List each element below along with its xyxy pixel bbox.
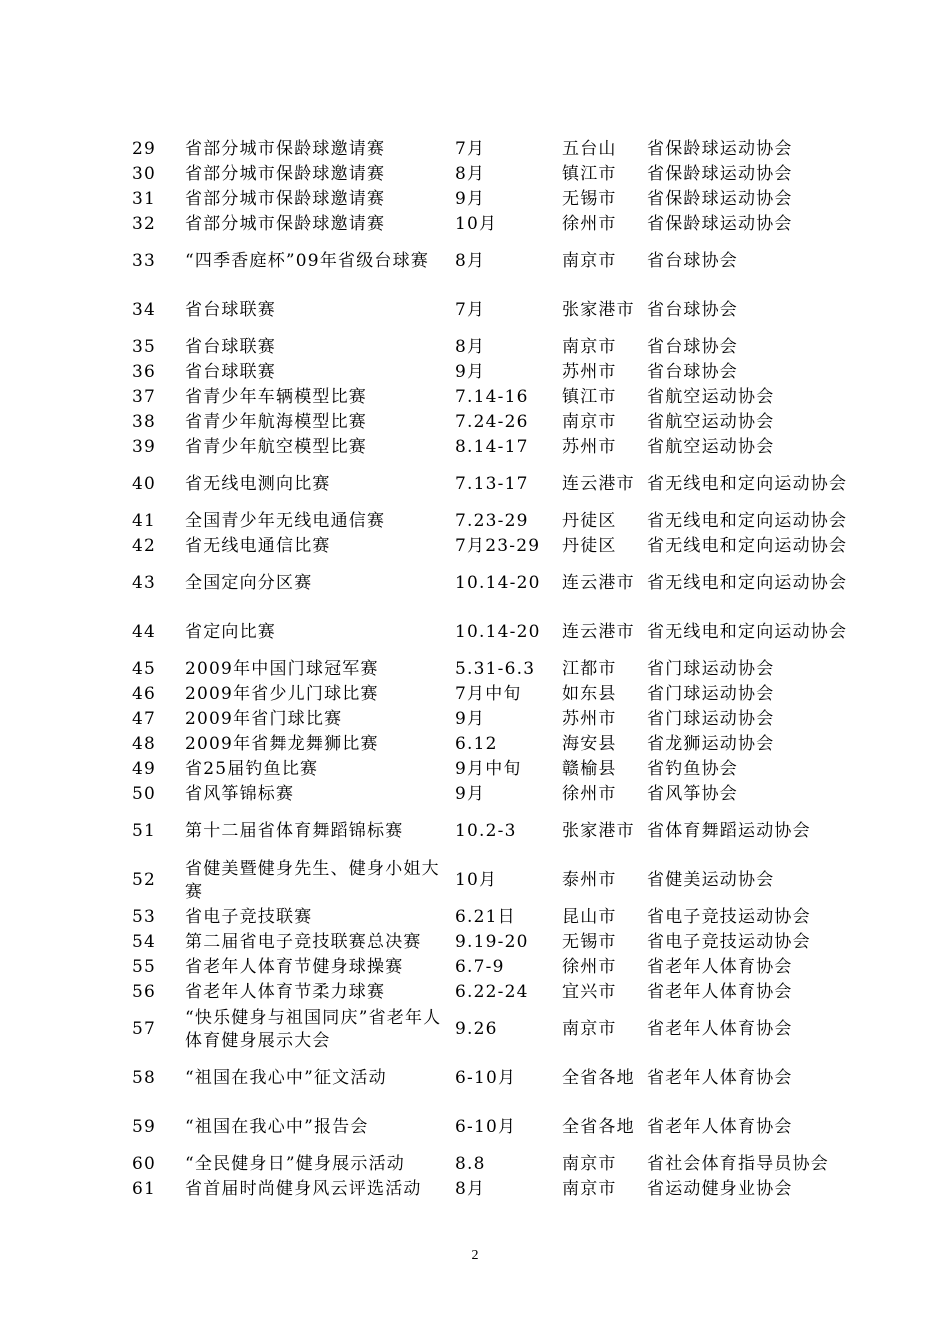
event-name: 省无线电通信比赛 xyxy=(185,536,331,556)
event-venue: 昆山市 xyxy=(562,907,617,927)
event-name: “祖国在我心中”报告会 xyxy=(185,1117,369,1137)
event-number: 33 xyxy=(132,251,157,271)
table-row xyxy=(122,335,852,360)
event-venue: 徐州市 xyxy=(562,957,617,977)
table-row xyxy=(122,905,852,930)
event-organizer: 省保龄球运动协会 xyxy=(647,189,793,209)
event-name: 第十二届省体育舞蹈锦标赛 xyxy=(185,821,404,841)
event-name: 省老年人体育节柔力球赛 xyxy=(185,982,386,1002)
event-venue: 张家港市 xyxy=(562,821,635,841)
event-date: 9月 xyxy=(455,362,486,382)
event-name: 第二届省电子竞技联赛总决赛 xyxy=(185,932,422,952)
event-date: 8月 xyxy=(455,251,486,271)
event-organizer: 省台球协会 xyxy=(647,251,738,271)
event-venue: 连云港市 xyxy=(562,573,635,593)
event-date: 7.23-29 xyxy=(455,511,529,531)
event-venue: 镇江市 xyxy=(562,164,617,184)
event-venue: 连云港市 xyxy=(562,622,635,642)
table-row xyxy=(122,807,852,856)
event-name: “四季香庭杯”09年省级台球赛 xyxy=(185,251,430,271)
event-venue: 苏州市 xyxy=(562,362,617,382)
event-organizer: 省电子竞技运动协会 xyxy=(647,932,811,952)
event-organizer: 省保龄球运动协会 xyxy=(647,214,793,234)
event-name: 省台球联赛 xyxy=(185,362,276,382)
event-number: 40 xyxy=(132,474,157,494)
event-venue: 如东县 xyxy=(562,684,617,704)
event-date: 8月 xyxy=(455,1179,486,1199)
event-number: 52 xyxy=(132,870,157,890)
event-date: 8.8 xyxy=(455,1154,486,1174)
event-name: 省青少年航空模型比赛 xyxy=(185,437,367,457)
event-organizer: 省门球运动协会 xyxy=(647,709,775,729)
event-date: 7.14-16 xyxy=(455,387,529,407)
table-row xyxy=(122,460,852,509)
event-number: 38 xyxy=(132,412,157,432)
event-name: 省定向比赛 xyxy=(185,622,276,642)
table-row xyxy=(122,1152,852,1177)
event-venue: 南京市 xyxy=(562,251,617,271)
events-table-body xyxy=(122,137,852,1202)
event-number: 43 xyxy=(132,573,157,593)
event-venue: 南京市 xyxy=(562,1154,617,1174)
event-name: 2009年中国门球冠军赛 xyxy=(185,659,379,679)
event-organizer: 省体育舞蹈运动协会 xyxy=(647,821,811,841)
table-row xyxy=(122,707,852,732)
event-date: 9月 xyxy=(455,189,486,209)
table-row xyxy=(122,509,852,534)
event-organizer: 省无线电和定向运动协会 xyxy=(647,474,848,494)
event-organizer: 省门球运动协会 xyxy=(647,684,775,704)
event-number: 31 xyxy=(132,189,157,209)
event-name: 省风筝锦标赛 xyxy=(185,784,295,804)
event-number: 51 xyxy=(132,821,157,841)
event-date: 6.21日 xyxy=(455,907,516,927)
event-organizer: 省保龄球运动协会 xyxy=(647,164,793,184)
table-row xyxy=(122,137,852,162)
event-date: 7月 xyxy=(455,139,486,159)
event-date: 8.14-17 xyxy=(455,437,529,457)
event-name: 省老年人体育节健身球操赛 xyxy=(185,957,404,977)
event-organizer: 省老年人体育协会 xyxy=(647,957,793,977)
event-organizer: 省无线电和定向运动协会 xyxy=(647,622,848,642)
event-number: 57 xyxy=(132,1019,157,1039)
table-row xyxy=(122,1054,852,1103)
table-row xyxy=(122,559,852,608)
event-organizer: 省社会体育指导员协会 xyxy=(647,1154,829,1174)
events-table xyxy=(122,137,852,1202)
event-organizer: 省航空运动协会 xyxy=(647,437,775,457)
event-venue: 赣榆县 xyxy=(562,759,617,779)
event-name: 2009年省少儿门球比赛 xyxy=(185,684,379,704)
event-date: 5.31-6.3 xyxy=(455,659,536,679)
event-venue: 南京市 xyxy=(562,1019,617,1039)
event-venue: 丹徒区 xyxy=(562,511,617,531)
event-date: 6.7-9 xyxy=(455,957,505,977)
event-name: 2009年省门球比赛 xyxy=(185,709,343,729)
event-venue: 江都市 xyxy=(562,659,617,679)
table-row xyxy=(122,1103,852,1152)
event-name: 省健美暨健身先生、健身小姐大赛 xyxy=(185,858,440,902)
event-venue: 苏州市 xyxy=(562,437,617,457)
event-venue: 海安县 xyxy=(562,734,617,754)
table-row xyxy=(122,360,852,385)
event-number: 59 xyxy=(132,1117,157,1137)
event-organizer: 省台球协会 xyxy=(647,362,738,382)
event-name: 2009年省舞龙舞狮比赛 xyxy=(185,734,379,754)
event-number: 49 xyxy=(132,759,157,779)
table-row xyxy=(122,385,852,410)
event-number: 61 xyxy=(132,1179,157,1199)
table-row xyxy=(122,162,852,187)
event-name: 省无线电测向比赛 xyxy=(185,474,331,494)
table-row xyxy=(122,212,852,237)
event-name: 省部分城市保龄球邀请赛 xyxy=(185,214,386,234)
event-organizer: 省航空运动协会 xyxy=(647,412,775,432)
event-date: 10月 xyxy=(455,214,498,234)
table-row xyxy=(122,955,852,980)
table-row xyxy=(122,657,852,682)
event-venue: 全省各地 xyxy=(562,1117,635,1137)
event-number: 54 xyxy=(132,932,157,952)
event-venue: 南京市 xyxy=(562,412,617,432)
event-venue: 宜兴市 xyxy=(562,982,617,1002)
table-row xyxy=(122,187,852,212)
event-name: 省电子竞技联赛 xyxy=(185,907,313,927)
event-date: 10.14-20 xyxy=(455,622,541,642)
event-date: 6.12 xyxy=(455,734,498,754)
table-row xyxy=(122,286,852,335)
table-row xyxy=(122,732,852,757)
event-name: 省台球联赛 xyxy=(185,337,276,357)
event-organizer: 省老年人体育协会 xyxy=(647,1019,793,1039)
table-row xyxy=(122,237,852,286)
event-organizer: 省健美运动协会 xyxy=(647,870,775,890)
event-date: 6.22-24 xyxy=(455,982,529,1002)
event-date: 7.13-17 xyxy=(455,474,529,494)
event-organizer: 省风筝协会 xyxy=(647,784,738,804)
table-row xyxy=(122,980,852,1005)
event-name: 省25届钓鱼比赛 xyxy=(185,759,319,779)
event-venue: 徐州市 xyxy=(562,214,617,234)
event-number: 47 xyxy=(132,709,157,729)
event-organizer: 省龙狮运动协会 xyxy=(647,734,775,754)
event-number: 30 xyxy=(132,164,157,184)
event-number: 50 xyxy=(132,784,157,804)
event-date: 10.2-3 xyxy=(455,821,517,841)
event-name: 省部分城市保龄球邀请赛 xyxy=(185,139,386,159)
event-date: 9.19-20 xyxy=(455,932,529,952)
event-venue: 五台山 xyxy=(562,139,617,159)
event-name: 省台球联赛 xyxy=(185,300,276,320)
event-number: 56 xyxy=(132,982,157,1002)
table-row xyxy=(122,1005,852,1054)
event-organizer: 省老年人体育协会 xyxy=(647,1117,793,1137)
event-number: 29 xyxy=(132,139,157,159)
event-venue: 全省各地 xyxy=(562,1068,635,1088)
event-name: “祖国在我心中”征文活动 xyxy=(185,1068,387,1088)
event-organizer: 省门球运动协会 xyxy=(647,659,775,679)
event-number: 46 xyxy=(132,684,157,704)
table-row xyxy=(122,534,852,559)
event-name: 省青少年车辆模型比赛 xyxy=(185,387,367,407)
event-number: 55 xyxy=(132,957,157,977)
table-row xyxy=(122,682,852,707)
event-venue: 丹徒区 xyxy=(562,536,617,556)
event-organizer: 省台球协会 xyxy=(647,337,738,357)
event-venue: 无锡市 xyxy=(562,932,617,952)
event-number: 32 xyxy=(132,214,157,234)
event-date: 8月 xyxy=(455,337,486,357)
event-date: 6-10月 xyxy=(455,1117,517,1137)
event-organizer: 省老年人体育协会 xyxy=(647,982,793,1002)
event-date: 7.24-26 xyxy=(455,412,529,432)
event-venue: 连云港市 xyxy=(562,474,635,494)
event-number: 45 xyxy=(132,659,157,679)
table-row xyxy=(122,757,852,782)
event-organizer: 省无线电和定向运动协会 xyxy=(647,573,848,593)
event-date: 7月23-29 xyxy=(455,536,541,556)
event-venue: 无锡市 xyxy=(562,189,617,209)
event-organizer: 省运动健身业协会 xyxy=(647,1179,793,1199)
event-name: “快乐健身与祖国同庆”省老年人体育健身展示大会 xyxy=(185,1007,442,1051)
table-row xyxy=(122,782,852,807)
table-row xyxy=(122,410,852,435)
event-number: 53 xyxy=(132,907,157,927)
event-venue: 苏州市 xyxy=(562,709,617,729)
event-date: 9月 xyxy=(455,709,486,729)
event-organizer: 省台球协会 xyxy=(647,300,738,320)
table-row xyxy=(122,1177,852,1202)
event-date: 10月 xyxy=(455,870,498,890)
event-organizer: 省无线电和定向运动协会 xyxy=(647,536,848,556)
event-name: “全民健身日”健身展示活动 xyxy=(185,1154,405,1174)
event-number: 41 xyxy=(132,511,157,531)
event-venue: 南京市 xyxy=(562,337,617,357)
event-date: 6-10月 xyxy=(455,1068,517,1088)
event-number: 60 xyxy=(132,1154,157,1174)
event-date: 10.14-20 xyxy=(455,573,541,593)
event-name: 全国定向分区赛 xyxy=(185,573,313,593)
event-organizer: 省老年人体育协会 xyxy=(647,1068,793,1088)
event-venue: 镇江市 xyxy=(562,387,617,407)
event-date: 7月 xyxy=(455,300,486,320)
page-number: 2 xyxy=(471,1248,479,1263)
event-organizer: 省航空运动协会 xyxy=(647,387,775,407)
event-name: 省部分城市保龄球邀请赛 xyxy=(185,189,386,209)
event-name: 省首届时尚健身风云评选活动 xyxy=(185,1179,422,1199)
event-number: 58 xyxy=(132,1068,157,1088)
event-date: 9月 xyxy=(455,784,486,804)
event-number: 42 xyxy=(132,536,157,556)
event-venue: 泰州市 xyxy=(562,870,617,890)
event-number: 35 xyxy=(132,337,157,357)
event-number: 48 xyxy=(132,734,157,754)
table-row xyxy=(122,930,852,955)
event-date: 9月中旬 xyxy=(455,759,522,779)
table-row xyxy=(122,856,852,905)
event-organizer: 省钓鱼协会 xyxy=(647,759,738,779)
schedule-document xyxy=(122,137,852,1202)
event-venue: 南京市 xyxy=(562,1179,617,1199)
event-number: 36 xyxy=(132,362,157,382)
event-name: 省部分城市保龄球邀请赛 xyxy=(185,164,386,184)
table-row xyxy=(122,435,852,460)
event-organizer: 省电子竞技运动协会 xyxy=(647,907,811,927)
event-name: 全国青少年无线电通信赛 xyxy=(185,511,386,531)
table-row xyxy=(122,608,852,657)
event-number: 39 xyxy=(132,437,157,457)
event-name: 省青少年航海模型比赛 xyxy=(185,412,367,432)
event-number: 34 xyxy=(132,300,157,320)
event-organizer: 省无线电和定向运动协会 xyxy=(647,511,848,531)
event-number: 44 xyxy=(132,622,157,642)
event-venue: 徐州市 xyxy=(562,784,617,804)
event-date: 8月 xyxy=(455,164,486,184)
event-date: 9.26 xyxy=(455,1019,498,1039)
event-number: 37 xyxy=(132,387,157,407)
event-date: 7月中旬 xyxy=(455,684,522,704)
event-venue: 张家港市 xyxy=(562,300,635,320)
event-organizer: 省保龄球运动协会 xyxy=(647,139,793,159)
